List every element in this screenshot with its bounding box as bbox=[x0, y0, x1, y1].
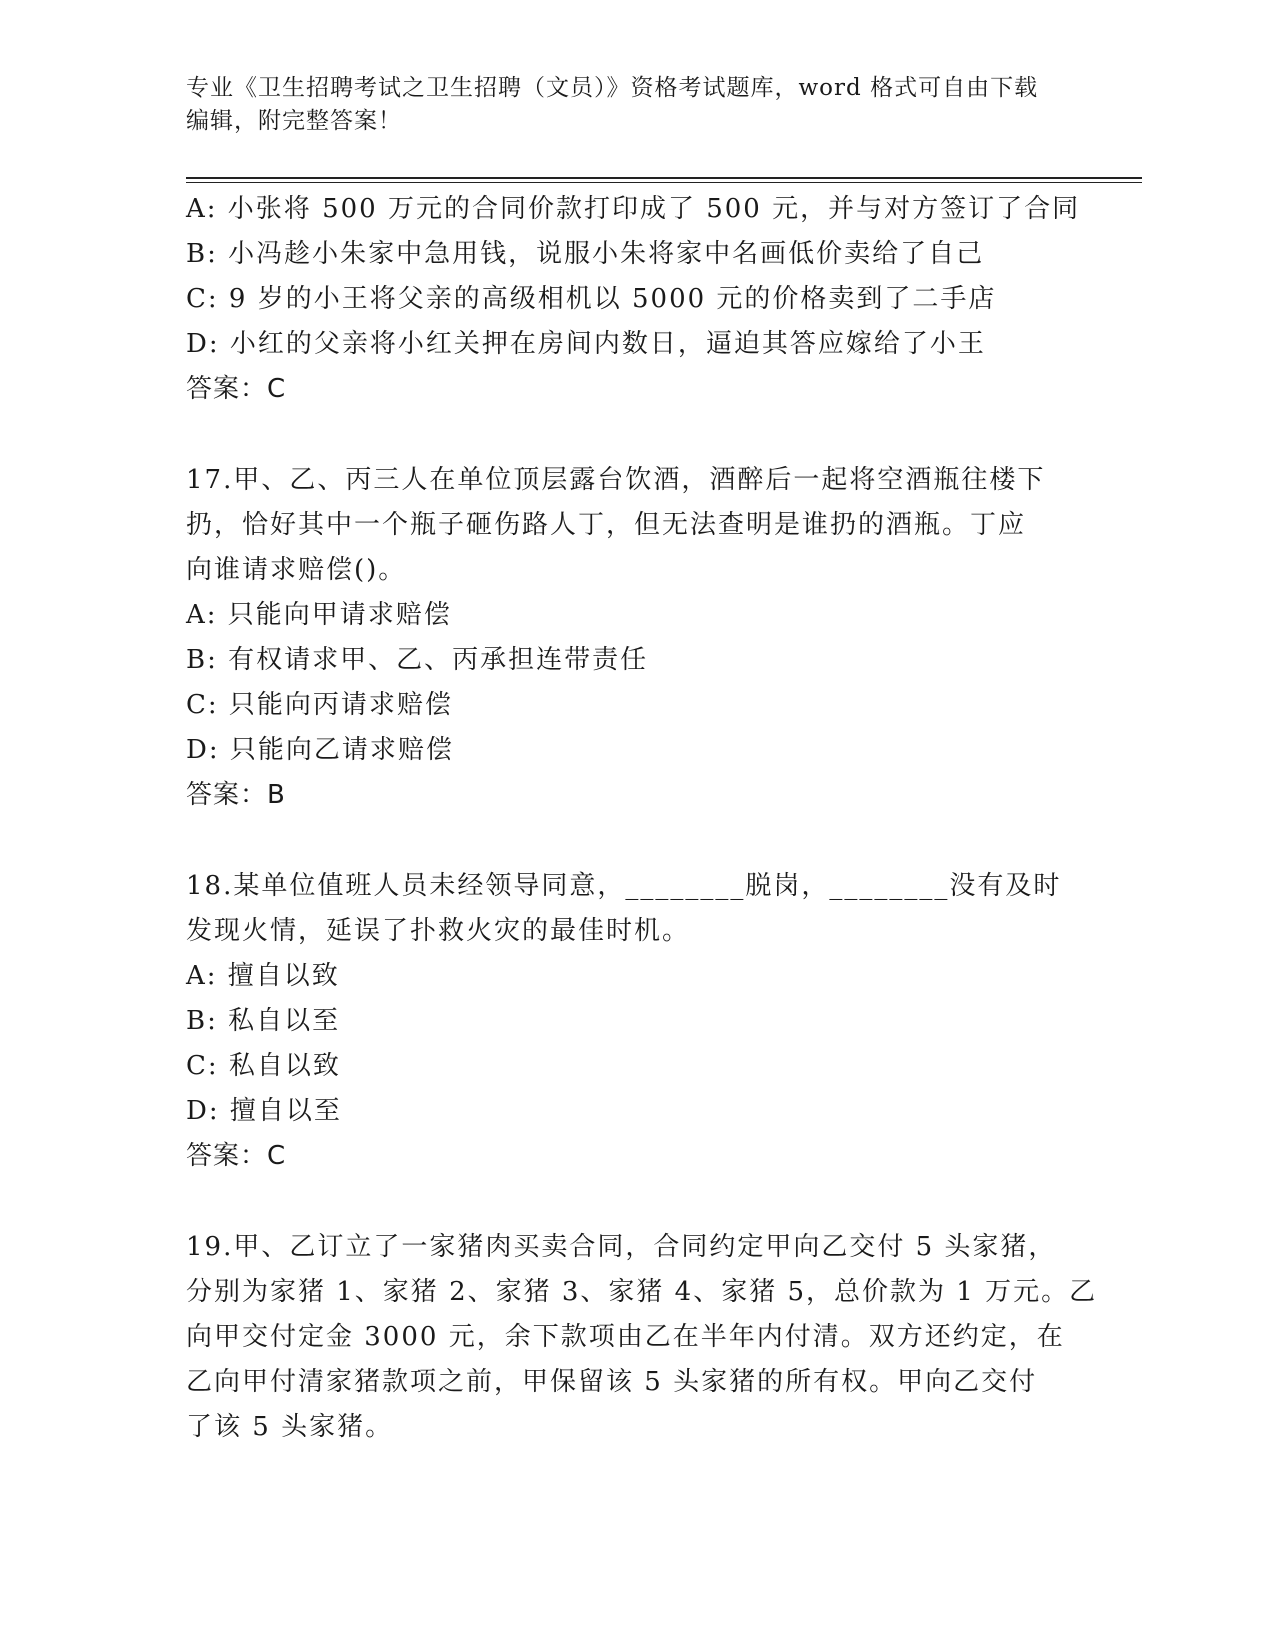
answer-line: 答案：C bbox=[186, 1141, 287, 1171]
option-b: B: 私自以至 bbox=[186, 1006, 341, 1036]
answer-line: 答案：C bbox=[186, 374, 287, 404]
question-18 bbox=[186, 864, 1066, 1179]
option-a: A: 擅自以致 bbox=[186, 961, 340, 991]
header-divider-thin bbox=[186, 182, 1142, 183]
header-divider-thick bbox=[186, 177, 1142, 179]
option-a: A: 只能向甲请求赔偿 bbox=[186, 600, 452, 630]
question-stem-line: 18.某单位值班人员未经领导同意，________脱岗，________没有及时 bbox=[186, 871, 1062, 901]
question-stem-line: 发现火情，延误了扑救火灾的最佳时机。 bbox=[186, 916, 691, 946]
question-16 bbox=[186, 187, 1081, 412]
question-stem-line: 向谁请求赔偿()。 bbox=[186, 555, 407, 585]
spacer bbox=[186, 818, 1066, 864]
option-d: D: 只能向乙请求赔偿 bbox=[186, 735, 454, 765]
option-c: C: 私自以致 bbox=[186, 1051, 341, 1081]
question-stem-line: 乙向甲付清家猪款项之前，甲保留该 5 头家猪的所有权。甲向乙交付 bbox=[186, 1367, 1038, 1397]
option-b: B: 小冯趁小朱家中急用钱，说服小朱将家中名画低价卖给了自己 bbox=[186, 239, 985, 269]
question-stem-line: 17.甲、乙、丙三人在单位顶层露台饮酒，酒醉后一起将空酒瓶往楼下 bbox=[186, 465, 1046, 495]
header-line-2: 编辑，附完整答案！ bbox=[186, 108, 402, 134]
answer-line: 答案：B bbox=[186, 780, 286, 810]
document-header bbox=[186, 72, 1086, 138]
question-stem-line: 19.甲、乙订立了一家猪肉买卖合同，合同约定甲向乙交付 5 头家猪， bbox=[186, 1232, 1057, 1262]
option-c: C: 只能向丙请求赔偿 bbox=[186, 690, 453, 720]
question-19 bbox=[186, 1225, 1098, 1450]
question-17 bbox=[186, 458, 1066, 818]
option-a: A: 小张将 500 万元的合同价款打印成了 500 元，并与对方签订了合同 bbox=[186, 194, 1081, 224]
header-line-1: 专业《卫生招聘考试之卫生招聘（文员）》资格考试题库，word 格式可自由下载 bbox=[186, 75, 1039, 101]
question-stem-line: 了该 5 头家猪。 bbox=[186, 1412, 394, 1442]
spacer bbox=[186, 1179, 1066, 1225]
option-d: D: 擅自以至 bbox=[186, 1096, 342, 1126]
option-c: C: 9 岁的小王将父亲的高级相机以 5000 元的价格卖到了二手店 bbox=[186, 284, 997, 314]
question-stem-line: 扔，恰好其中一个瓶子砸伤路人丁，但无法查明是谁扔的酒瓶。丁应 bbox=[186, 510, 1027, 540]
spacer bbox=[186, 412, 1066, 458]
option-b: B: 有权请求甲、乙、丙承担连带责任 bbox=[186, 645, 649, 675]
option-d: D: 小红的父亲将小红关押在房间内数日，逼迫其答应嫁给了小王 bbox=[186, 329, 986, 359]
question-list bbox=[186, 187, 1098, 1450]
question-stem-line: 分别为家猪 1、家猪 2、家猪 3、家猪 4、家猪 5，总价款为 1 万元。乙 bbox=[186, 1277, 1098, 1307]
question-stem-line: 向甲交付定金 3000 元，余下款项由乙在半年内付清。双方还约定，在 bbox=[186, 1322, 1065, 1352]
